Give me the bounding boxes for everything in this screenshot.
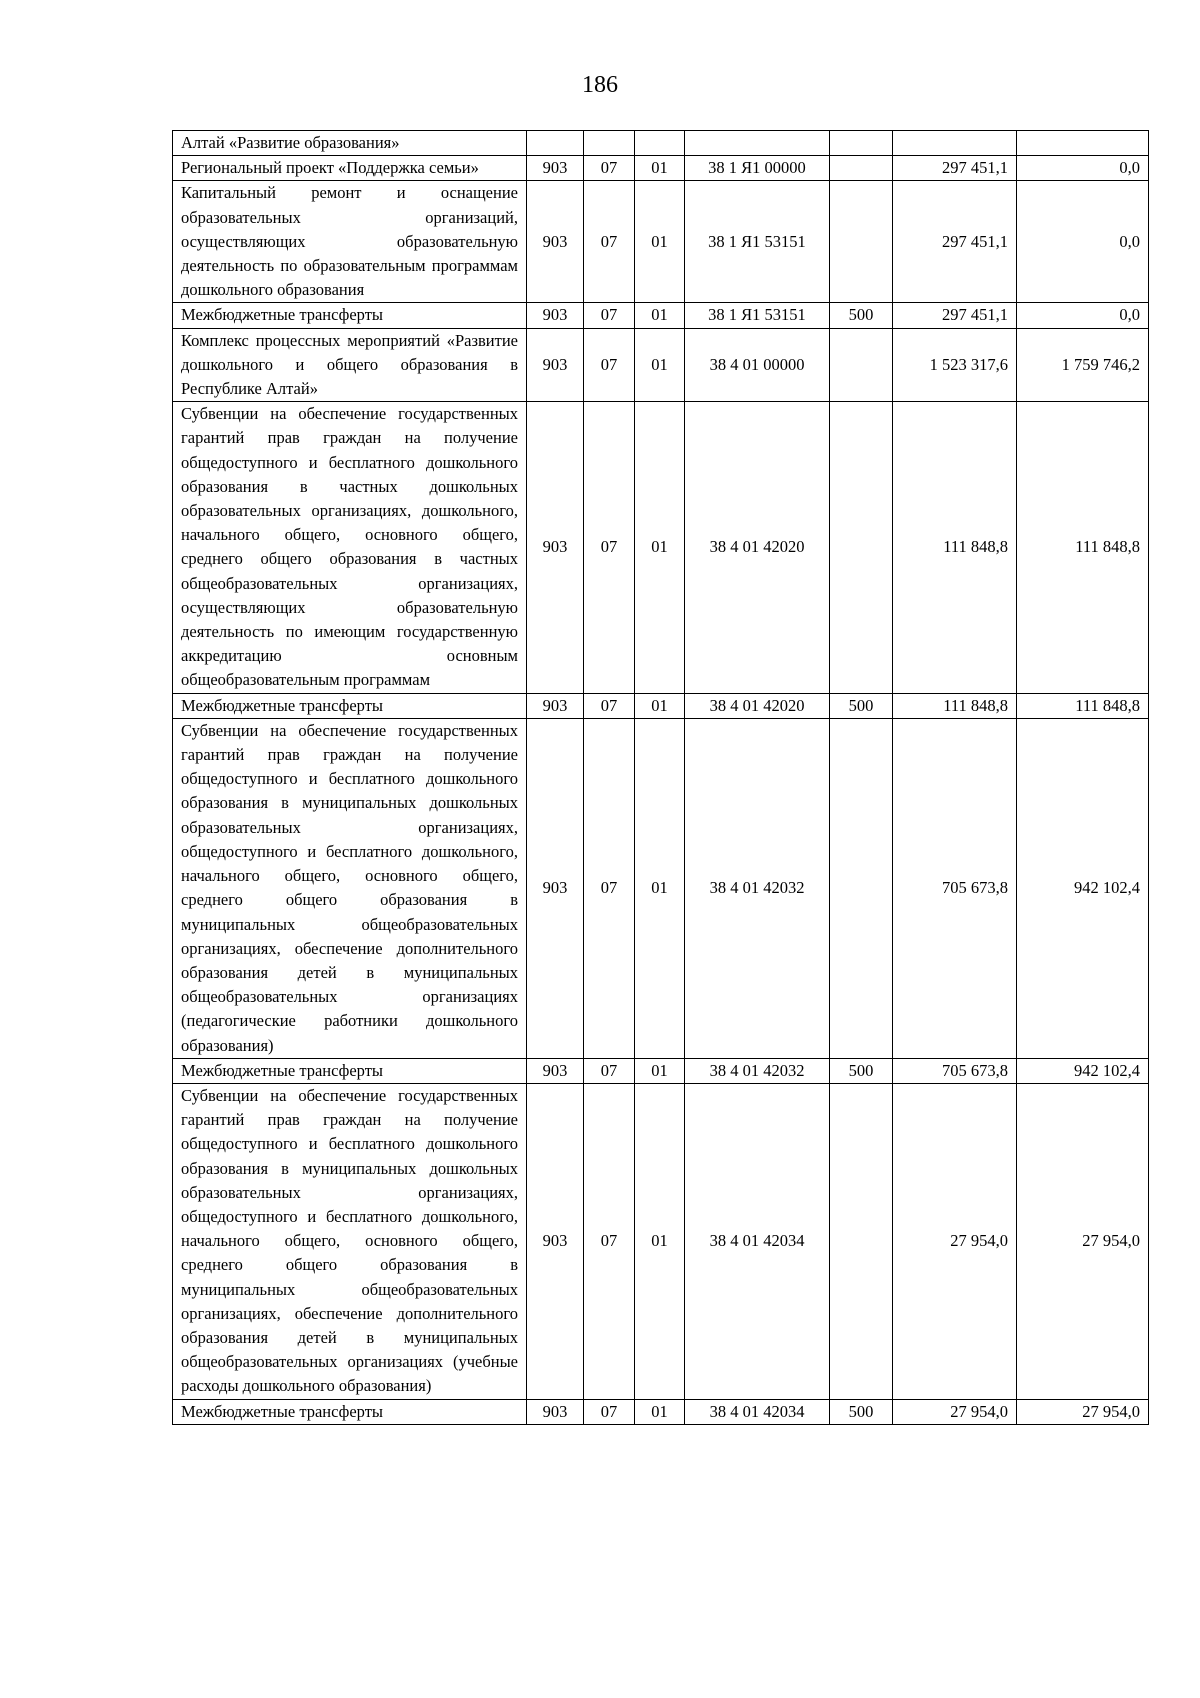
table-row: [173, 328, 1149, 402]
amount-first-year: [893, 131, 1017, 156]
expense-type-code: 500: [830, 303, 893, 328]
section-code: 07: [584, 1083, 635, 1399]
expense-type-code: [830, 131, 893, 156]
amount-second-year: 0,0: [1017, 156, 1149, 181]
table-row: [173, 718, 1149, 1058]
row-name: Межбюджетные трансферты: [173, 1058, 527, 1083]
target-article-code: [685, 131, 830, 156]
amount-second-year: 27 954,0: [1017, 1399, 1149, 1424]
table-row: [173, 402, 1149, 693]
target-article-code: 38 1 Я1 00000: [685, 156, 830, 181]
section-code: 07: [584, 156, 635, 181]
row-name: Субвенции на обеспечение государственных гарантий прав граждан на получение общедоступного и бесплатного дошкольного образования в муниципальных дошкольных образовательных организациях, общедоступного и бесплатного дошкольного, начального общего, основного общего, среднего общего образования в муниципальных общеобразовательных организациях, обеспечение дополнительного образования детей в муниципальных общеобразовательных организациях (педагогические работники дошкольного образования): [173, 718, 527, 1058]
subsection-code: 01: [635, 156, 685, 181]
table-row: [173, 303, 1149, 328]
section-code: [584, 131, 635, 156]
amount-first-year: 297 451,1: [893, 156, 1017, 181]
amount-second-year: 0,0: [1017, 303, 1149, 328]
amount-first-year: 111 848,8: [893, 693, 1017, 718]
row-name: Межбюджетные трансферты: [173, 693, 527, 718]
subsection-code: 01: [635, 1058, 685, 1083]
grbs-code: [527, 131, 584, 156]
target-article-code: 38 4 01 00000: [685, 328, 830, 402]
grbs-code: 903: [527, 718, 584, 1058]
amount-first-year: 111 848,8: [893, 402, 1017, 693]
table-row: [173, 1058, 1149, 1083]
subsection-code: 01: [635, 303, 685, 328]
row-name: Алтай «Развитие образования»: [173, 131, 527, 156]
table-row: [173, 156, 1149, 181]
expense-type-code: 500: [830, 1399, 893, 1424]
row-name: Субвенции на обеспечение государственных гарантий прав граждан на получение общедоступного и бесплатного дошкольного образования в частных дошкольных образовательных организациях, дошкольного, начального общего, основного общего, среднего общего образования в частных общеобразовательных организациях, осуществляющих образовательную деятельность по имеющим государственную аккредитацию основным общеобразовательным программам: [173, 402, 527, 693]
expense-type-code: 500: [830, 693, 893, 718]
target-article-code: 38 4 01 42034: [685, 1399, 830, 1424]
grbs-code: 903: [527, 693, 584, 718]
subsection-code: 01: [635, 1399, 685, 1424]
section-code: 07: [584, 1399, 635, 1424]
section-code: 07: [584, 1058, 635, 1083]
subsection-code: 01: [635, 328, 685, 402]
grbs-code: 903: [527, 156, 584, 181]
grbs-code: 903: [527, 328, 584, 402]
target-article-code: 38 1 Я1 53151: [685, 181, 830, 303]
table-row: [173, 131, 1149, 156]
amount-second-year: 942 102,4: [1017, 718, 1149, 1058]
grbs-code: 903: [527, 1083, 584, 1399]
subsection-code: [635, 131, 685, 156]
subsection-code: 01: [635, 402, 685, 693]
expense-type-code: [830, 1083, 893, 1399]
amount-first-year: 27 954,0: [893, 1399, 1017, 1424]
row-name: Региональный проект «Поддержка семьи»: [173, 156, 527, 181]
amount-second-year: 1 759 746,2: [1017, 328, 1149, 402]
section-code: 07: [584, 328, 635, 402]
budget-table: [172, 130, 1149, 1425]
section-code: 07: [584, 303, 635, 328]
table-row: [173, 1399, 1149, 1424]
amount-second-year: 111 848,8: [1017, 693, 1149, 718]
amount-second-year: 111 848,8: [1017, 402, 1149, 693]
table-row: [173, 1083, 1149, 1399]
row-name: Субвенции на обеспечение государственных гарантий прав граждан на получение общедоступного и бесплатного дошкольного образования в муниципальных дошкольных образовательных организациях, общедоступного и бесплатного дошкольного, начального общего, основного общего, среднего общего образования в муниципальных общеобразовательных организациях, обеспечение дополнительного образования детей в муниципальных общеобразовательных организациях (учебные расходы дошкольного образования): [173, 1083, 527, 1399]
amount-first-year: 297 451,1: [893, 303, 1017, 328]
target-article-code: 38 4 01 42034: [685, 1083, 830, 1399]
grbs-code: 903: [527, 181, 584, 303]
row-name: Межбюджетные трансферты: [173, 1399, 527, 1424]
page-number: 186: [582, 72, 618, 98]
target-article-code: 38 4 01 42032: [685, 718, 830, 1058]
target-article-code: 38 4 01 42020: [685, 693, 830, 718]
expense-type-code: [830, 718, 893, 1058]
section-code: 07: [584, 693, 635, 718]
target-article-code: 38 4 01 42020: [685, 402, 830, 693]
table-row: [173, 181, 1149, 303]
table-row: [173, 693, 1149, 718]
row-name: Капитальный ремонт и оснащение образовательных организаций, осуществляющих образовательную деятельность по образовательным программам дошкольного образования: [173, 181, 527, 303]
target-article-code: 38 1 Я1 53151: [685, 303, 830, 328]
grbs-code: 903: [527, 402, 584, 693]
grbs-code: 903: [527, 303, 584, 328]
section-code: 07: [584, 718, 635, 1058]
amount-first-year: 705 673,8: [893, 718, 1017, 1058]
grbs-code: 903: [527, 1058, 584, 1083]
amount-second-year: 27 954,0: [1017, 1083, 1149, 1399]
amount-second-year: 0,0: [1017, 181, 1149, 303]
row-name: Межбюджетные трансферты: [173, 303, 527, 328]
subsection-code: 01: [635, 718, 685, 1058]
amount-second-year: [1017, 131, 1149, 156]
amount-first-year: 705 673,8: [893, 1058, 1017, 1083]
expense-type-code: [830, 156, 893, 181]
target-article-code: 38 4 01 42032: [685, 1058, 830, 1083]
expense-type-code: [830, 181, 893, 303]
section-code: 07: [584, 181, 635, 303]
subsection-code: 01: [635, 181, 685, 303]
amount-first-year: 27 954,0: [893, 1083, 1017, 1399]
expense-type-code: [830, 402, 893, 693]
section-code: 07: [584, 402, 635, 693]
expense-type-code: [830, 328, 893, 402]
subsection-code: 01: [635, 693, 685, 718]
row-name: Комплекс процессных мероприятий «Развитие дошкольного и общего образования в Республике Алтай»: [173, 328, 527, 402]
grbs-code: 903: [527, 1399, 584, 1424]
amount-first-year: 297 451,1: [893, 181, 1017, 303]
expense-type-code: 500: [830, 1058, 893, 1083]
subsection-code: 01: [635, 1083, 685, 1399]
amount-second-year: 942 102,4: [1017, 1058, 1149, 1083]
amount-first-year: 1 523 317,6: [893, 328, 1017, 402]
